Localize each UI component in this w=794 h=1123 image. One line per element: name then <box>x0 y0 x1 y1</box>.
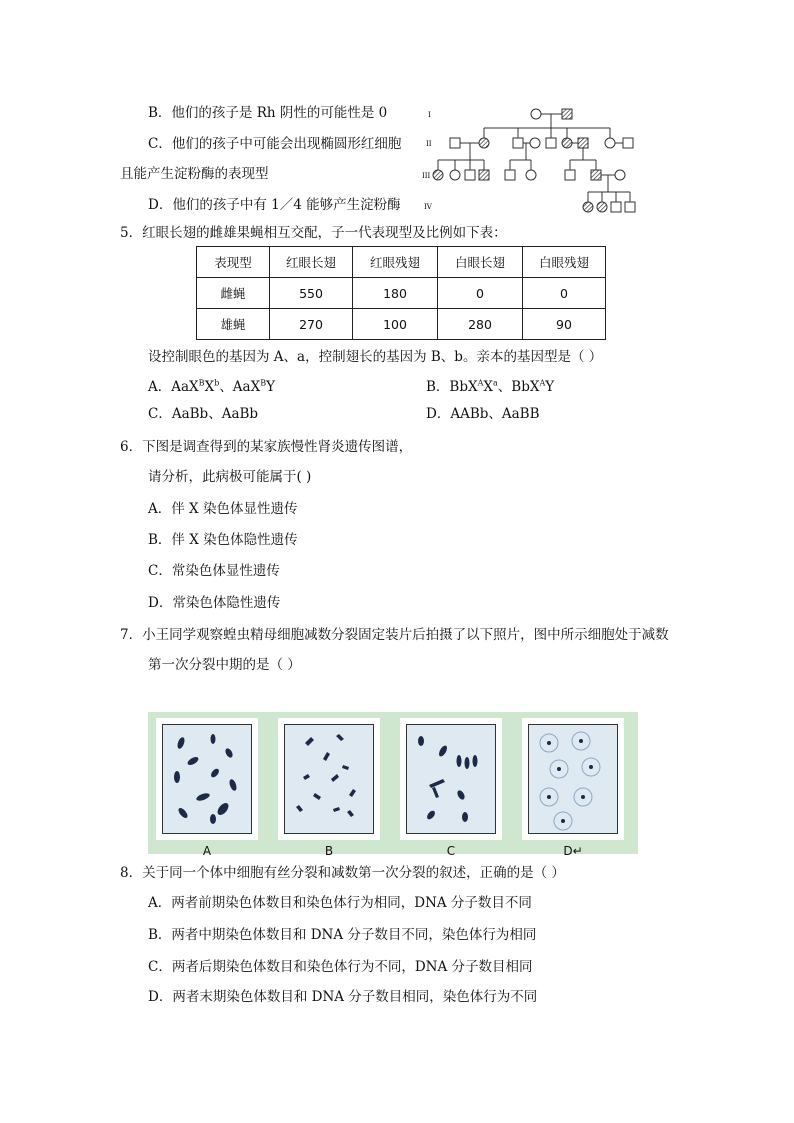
micrograph-label-b: B <box>324 844 334 858</box>
q6-option-b: B．伴 X 染色体隐性遗传 <box>148 532 298 548</box>
micrograph-label-d: D↵ <box>563 844 583 858</box>
q4-option-c-line2: 且能产生淀粉酶的表现型 <box>120 166 269 182</box>
table-cell: 90 <box>523 309 606 340</box>
q5-option-a-sup1: B <box>198 378 205 388</box>
micrograph-panel <box>148 712 638 858</box>
q4-option-b: B．他们的孩子是 Rh 阴性的可能性是 0 <box>148 105 388 121</box>
q5-option-b-mid2: 、BbX <box>497 379 540 395</box>
q5-option-b-mid1: X <box>483 379 494 395</box>
micrograph-label-a: A <box>202 844 212 858</box>
q5-option-b <box>426 378 554 396</box>
q8-option-d: D．两者末期染色体数目和 DNA 分子数目相同，染色体行为不同 <box>148 989 538 1005</box>
q5-option-a <box>148 378 275 396</box>
q7-stem: 7．小王同学观察蝗虫精母细胞减数分裂固定装片后拍摄了以下照片，图中所示细胞处于减数 <box>120 627 669 643</box>
table-header-row <box>197 247 606 278</box>
q5-option-b-sup3: A <box>539 378 546 388</box>
q8-stem: 8．关于同一个体中细胞有丝分裂和减数第一次分裂的叙述，正确的是（ ） <box>120 865 565 881</box>
q5-option-a-mid2: 、AaX <box>219 379 261 395</box>
table-cell: 100 <box>353 309 438 340</box>
micrograph-d-image <box>529 725 617 833</box>
table-cell: 270 <box>270 309 353 340</box>
micrograph-a <box>156 718 258 858</box>
q5-option-c: C．AaBb、AaBb <box>148 406 259 422</box>
q4-option-d: D．他们的孩子中有 1／4 能够产生淀粉酶 <box>148 197 401 213</box>
q5-option-b-prefix: B．BbX <box>426 379 478 395</box>
q6-option-a: A．伴 X 染色体显性遗传 <box>148 501 298 517</box>
q7-stem2: 第一次分裂中期的是（ ） <box>148 657 301 673</box>
table-header-cell: 红眼长翅 <box>270 247 353 278</box>
q8-option-a: A．两者前期染色体数目和染色体行为相同，DNA 分子数目不同 <box>148 895 532 911</box>
table-row <box>197 309 606 340</box>
table-cell: 550 <box>270 278 353 309</box>
q6-stem2: 请分析，此病极可能属于( ) <box>148 469 312 485</box>
q5-option-b-sup2: a <box>493 378 498 388</box>
table-cell: 雄蝇 <box>197 309 270 340</box>
q5-question: 设控制眼色的基因为 A、a，控制翅长的基因为 B、b。亲本的基因型是（ ） <box>148 349 603 365</box>
micrograph-b-image <box>285 725 373 833</box>
q5-option-b-end: Y <box>545 379 555 395</box>
pedigree-chart <box>418 100 658 220</box>
table-cell: 0 <box>438 278 523 309</box>
q8-option-b: B．两者中期染色体数目和 DNA 分子数目不同，染色体行为相同 <box>148 927 537 943</box>
q5-option-a-mid1: X <box>204 379 215 395</box>
micrograph-b <box>278 718 380 858</box>
q5-option-a-sup2: b <box>214 378 220 388</box>
gen-label-iv: IV <box>424 203 432 211</box>
table-cell: 0 <box>523 278 606 309</box>
q4-option-c-line1: C．他们的孩子中可能会出现椭圆形红细胞 <box>148 136 402 152</box>
gen-label-ii: II <box>426 140 432 148</box>
table-cell: 180 <box>353 278 438 309</box>
micrograph-c <box>400 718 502 858</box>
phenotype-table <box>196 246 606 340</box>
q5-option-a-prefix: A．AaX <box>148 379 199 395</box>
q5-option-a-sup3: B <box>260 378 267 388</box>
table-cell: 雌蝇 <box>197 278 270 309</box>
q6-stem: 6．下图是调查得到的某家族慢性肾炎遗传图谱， <box>120 439 413 455</box>
table-header-cell: 红眼残翅 <box>353 247 438 278</box>
q5-stem: 5．红眼长翅的雌雄果蝇相互交配，子一代表现型及比例如下表： <box>120 225 507 241</box>
table-cell: 280 <box>438 309 523 340</box>
q5-option-b-sup1: A <box>477 378 484 388</box>
q5-option-d: D．AABb、AaBB <box>426 406 540 422</box>
q8-option-c: C．两者后期染色体数目和染色体行为不同，DNA 分子数目相同 <box>148 959 533 975</box>
q6-option-c: C．常染色体显性遗传 <box>148 563 280 579</box>
micrograph-a-image <box>163 725 251 833</box>
q5-option-a-end: Y <box>266 379 276 395</box>
table-header-cell: 表现型 <box>197 247 270 278</box>
gen-label-i: I <box>428 111 431 119</box>
table-header-cell: 白眼残翅 <box>523 247 606 278</box>
table-header-cell: 白眼长翅 <box>438 247 523 278</box>
micrograph-d <box>522 718 624 858</box>
q6-option-d: D．常染色体隐性遗传 <box>148 595 281 611</box>
micrograph-c-image <box>407 725 495 833</box>
gen-label-iii: III <box>422 172 431 180</box>
table-row <box>197 278 606 309</box>
micrograph-label-c: C <box>446 844 456 858</box>
